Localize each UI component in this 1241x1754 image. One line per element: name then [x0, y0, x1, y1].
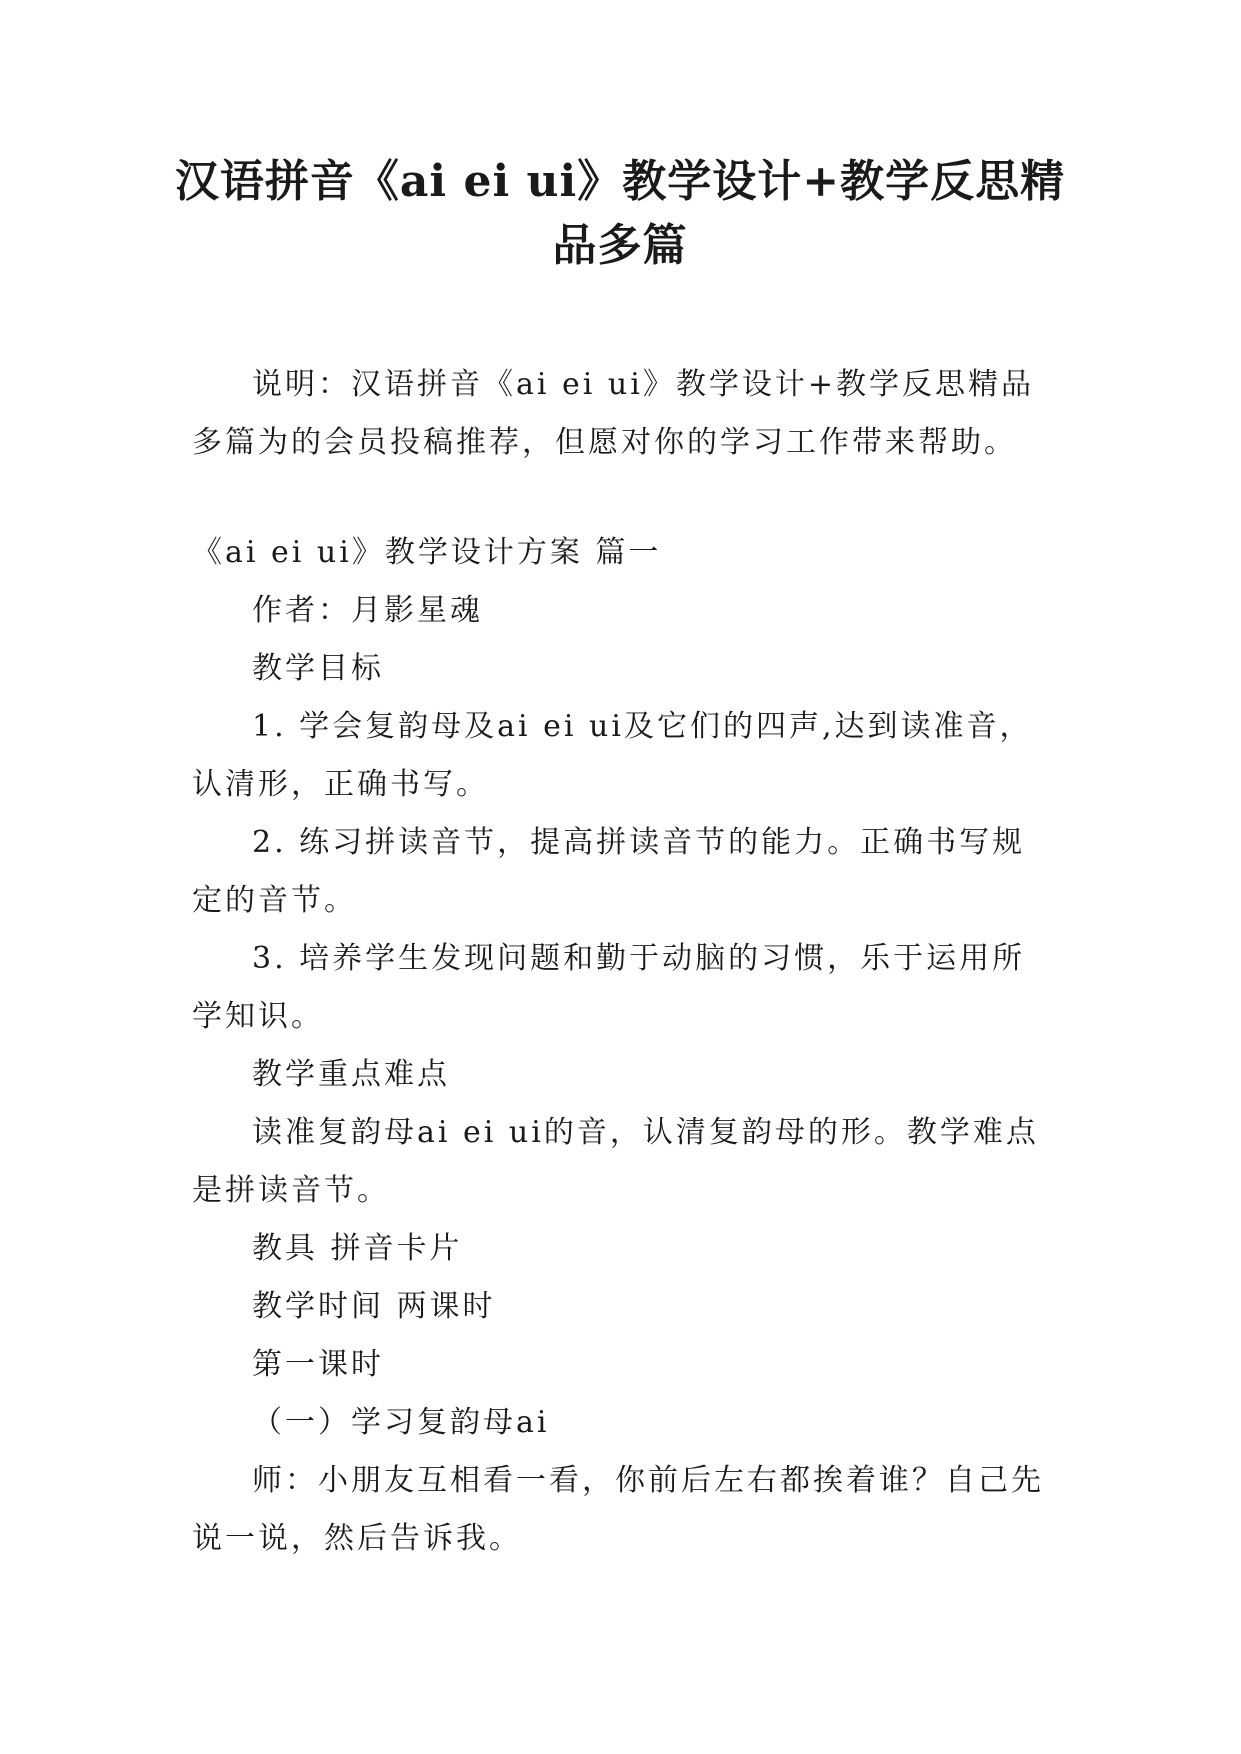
intro-paragraph: 说明：汉语拼音《ai ei ui》教学设计+教学反思精品多篇为的会员投稿推荐，但愿对你的学习工作带来帮助。 [192, 367, 1034, 460]
teacher-dialogue: 师：小朋友互相看一看，你前后左右都挨着谁？自己先说一说，然后告诉我。 [192, 1463, 1044, 1556]
key-points-paragraph: 读准复韵母ai ei ui的音，认清复韵母的形。教学难点是拼读音节。 [192, 1115, 1039, 1208]
content-block [192, 524, 1054, 1568]
goal-item: 1. 学会复韵母及ai ei ui及它们的四声,达到读准音，认清形，正确书写。 [192, 709, 1033, 802]
section-heading: 《ai ei ui》教学设计方案 篇一 [192, 535, 662, 570]
intro-block [192, 356, 1054, 472]
step-heading: （一）学习复韵母ai [252, 1405, 550, 1440]
goal-item: 3. 培养学生发现问题和勤于动脑的习惯，乐于运用所学知识。 [192, 941, 1026, 1034]
time-line: 教学时间 两课时 [252, 1289, 496, 1324]
tools-line: 教具 拼音卡片 [252, 1231, 463, 1266]
document-title: 汉语拼音《ai ei ui》教学设计+教学反思精品多篇 [174, 156, 1066, 271]
author-line: 作者：月影星魂 [252, 593, 483, 628]
lesson-heading: 第一课时 [252, 1347, 384, 1382]
goal-item: 2. 练习拼读音节，提高拼读音节的能力。正确书写规定的音节。 [192, 825, 1026, 918]
goals-heading: 教学目标 [252, 651, 384, 686]
key-points-heading: 教学重点难点 [252, 1057, 450, 1092]
